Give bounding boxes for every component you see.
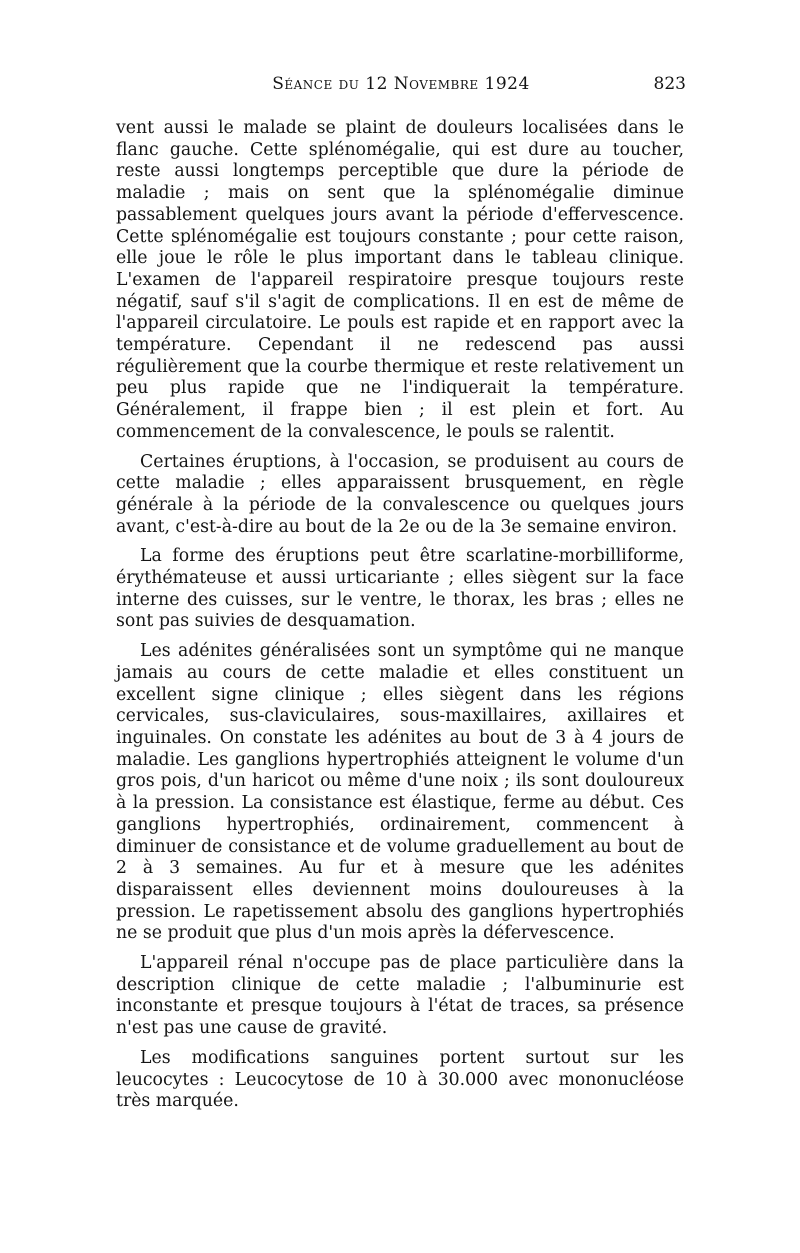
running-head xyxy=(116,74,686,102)
paragraph-blood: Les modifications sanguines portent surtout sur les leucocytes : Leucocytose de 10 à 30.000 avec mononucléose très marquée. xyxy=(116,1047,684,1112)
paragraph-adenitis: Les adénites généralisées sont un symptôme qui ne manque jamais au cours de cette maladie et elles constituent un excellent signe clinique ; elles siègent dans les régions cervicales, sus-claviculaires, sous-maxillaires, axillaires et inguinales. On constate les adénites au bout de 3 à 4 jours de maladie. Les ganglions hypertrophiés atteignent le volume d'un gros pois, d'un haricot ou même d'une noix ; ils sont douloureux à la pression. La consistance est élastique, ferme au début. Ces ganglions hypertrophiés, ordinairement, commencent à diminuer de consistance et de volume graduellement au bout de 2 à 3 semaines. Au fur et à mesure que les adénites disparaissent elles deviennent moins douloureuses à la pression. Le rapetissement absolu des ganglions hypertrophiés ne se produit que plus d'un mois après la défervescence. xyxy=(116,641,684,944)
paragraph-eruption-forms: La forme des éruptions peut être scarlatine-morbilliforme, érythémateuse et aussi urticariante ; elles siègent sur la face interne des cuisses, sur le ventre, le thorax, les bras ; elles ne sont pas suivies de desquamation. xyxy=(116,546,684,632)
paragraph-eruptions: Certaines éruptions, à l'occasion, se produisent au cours de cette maladie ; elles apparaissent brusquement, en règle générale à la période de la convalescence ou quelques jours avant, c'est-à-dire au bout de la 2e ou de la 3e semaine environ. xyxy=(116,451,684,537)
body-text xyxy=(116,118,684,1113)
paragraph-splenomegaly-continuation: vent aussi le malade se plaint de douleurs localisées dans le flanc gauche. Cette splénomégalie, qui est dure au toucher, reste aussi longtemps perceptible que dure la période de maladie ; mais on sent que la splénomégalie diminue passablement quelques jours avant la période d'effervescence. Cette splénomégalie est toujours constante ; pour cette raison, elle joue le rôle le plus important dans le tableau clinique. L'examen de l'appareil respiratoire presque toujours reste négatif, sauf s'il s'agit de complications. Il en est de même de l'appareil circulatoire. Le pouls est rapide et en rapport avec la température. Cependant il ne redescend pas aussi régulièrement que la courbe thermique et reste relativement un peu plus rapide que ne l'indiquerait la température. Généralement, il frappe bien ; il est plein et fort. Au commencement de la convalescence, le pouls se ralentit. xyxy=(116,118,684,442)
running-title: Séance du 12 Novembre 1924 xyxy=(272,74,530,94)
paragraph-renal: L'appareil rénal n'occupe pas de place particulière dans la description clinique de cette maladie ; l'albuminurie est inconstante et presque toujours à l'état de traces, sa présence n'est pas une cause de gravité. xyxy=(116,953,684,1039)
page-number: 823 xyxy=(653,74,686,94)
